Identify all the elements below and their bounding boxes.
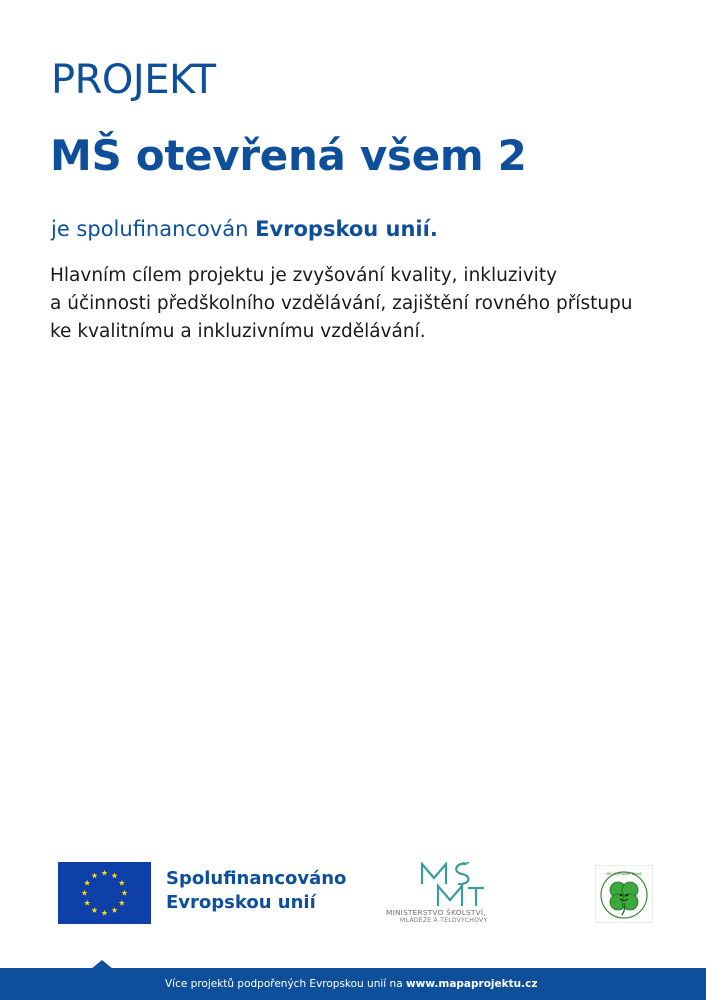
msmt-mark-icon (418, 862, 488, 908)
eu-star-icon (111, 907, 117, 913)
school-caption: MŠ Čtyřlístek Třebíč (606, 872, 642, 876)
goal-line: Hlavním cílem projektu je zvyšování kvality, inkluzivity (50, 265, 558, 286)
eu-star-icon (91, 872, 97, 878)
eu-label-line1: Spolufinancováno (166, 868, 347, 889)
eu-star-icon (119, 900, 125, 906)
cofinancing-prefix: je spolufinancován (51, 217, 256, 241)
eu-star-icon (101, 910, 107, 916)
project-kicker: PROJEKT (51, 57, 216, 103)
eu-star-icon (101, 870, 107, 876)
eu-star-icon (91, 907, 97, 913)
eu-star-icon (81, 890, 87, 896)
goal-line: ke kvalitnímu a inkluzivnímu vzdělávání. (50, 321, 426, 342)
cofinancing-statement (51, 214, 438, 244)
msmt-name-line1: MINISTERSTVO ŠKOLSTVÍ, (386, 908, 486, 917)
footer-prefix: Více projektů podpořených Evropskou unií na (165, 978, 406, 990)
four-leaf-clover-icon (595, 865, 653, 923)
eu-star-icon (119, 880, 125, 886)
eu-star-icon (121, 890, 127, 896)
eu-label-line2: Evropskou unií (166, 892, 316, 913)
eu-star-icon (84, 880, 90, 886)
footer-text (165, 968, 537, 1000)
eu-star-icon (111, 872, 117, 878)
msmt-logo (386, 858, 526, 928)
project-title: MŠ otevřená všem 2 (50, 131, 527, 180)
eu-star-icon (84, 900, 90, 906)
eu-stars-icon (58, 862, 151, 924)
cofinancing-eu: Evropskou unií. (255, 217, 438, 241)
footer-link[interactable]: www.mapaprojektu.cz (405, 978, 538, 990)
msmt-name-line2: MLÁDEŽE A TĚLOVÝCHOVY (400, 917, 488, 924)
project-goal-text (50, 262, 670, 346)
eu-flag-icon (58, 862, 151, 924)
goal-line: a účinnosti předškolního vzdělávání, zajištění rovného přístupu (50, 293, 633, 314)
eu-cofinanced-label (166, 867, 346, 915)
footer-bar (0, 968, 706, 1000)
